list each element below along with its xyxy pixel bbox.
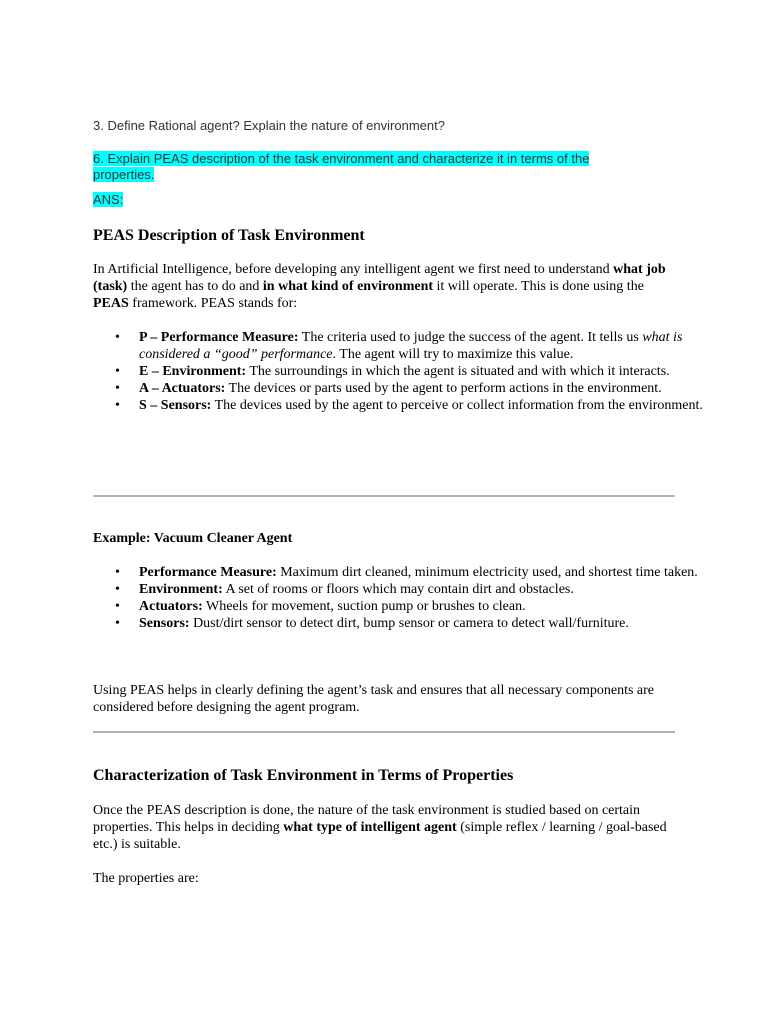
example-list xyxy=(93,564,724,632)
list-item: • P – Performance Measure: The criteria used to judge the success of the agent. It tells us what is considered a “good” performance. The agent will try to maximize this value. xyxy=(139,329,724,363)
example-summary: Using PEAS helps in clearly defining the agent’s task and ensures that all necessary components are considered before designing the agent program. xyxy=(93,683,655,715)
list-item: • Environment: A set of rooms or floors which may contain dirt and obstacles. xyxy=(139,581,724,598)
properties-intro-paragraph: Once the PEAS description is done, the nature of the task environment is studied based on certain properties. This helps in deciding what type of intelligent agent (simple reflex / learning / goal-based etc.) is suitable. xyxy=(93,803,667,852)
question-6 xyxy=(93,151,653,183)
answer-highlight: ANS: xyxy=(93,192,124,207)
example-heading: Example: Vacuum Cleaner Agent xyxy=(93,531,293,546)
section-heading-peas: PEAS Description of Task Environment xyxy=(93,227,365,244)
list-item: • Actuators: Wheels for movement, suction pump or brushes to clean. xyxy=(139,598,724,615)
divider xyxy=(93,731,675,733)
peas-list xyxy=(93,329,724,414)
divider xyxy=(93,495,675,497)
question-6-highlight: 6. Explain PEAS description of the task environment and characterize it in terms of the properties. xyxy=(93,151,590,182)
list-item: • Sensors: Dust/dirt sensor to detect dirt, bump sensor or camera to detect wall/furniture. xyxy=(139,615,724,632)
list-item: • A – Actuators: The devices or parts used by the agent to perform actions in the environment. xyxy=(139,380,724,397)
peas-intro-paragraph: In Artificial Intelligence, before developing any intelligent agent we first need to understand what job (task) the agent has to do and in what kind of environment it will operate. This is done using the PEAS framework. PEAS stands for: xyxy=(93,262,666,311)
question-3: 3. Define Rational agent? Explain the nature of environment? xyxy=(93,118,445,133)
list-item: • Performance Measure: Maximum dirt cleaned, minimum electricity used, and shortest time taken. xyxy=(139,564,724,581)
section-heading-properties: Characterization of Task Environment in Terms of Properties xyxy=(93,767,514,784)
list-item: • S – Sensors: The devices used by the agent to perceive or collect information from the environment. xyxy=(139,397,724,414)
properties-line: The properties are: xyxy=(93,871,199,886)
answer-label xyxy=(93,192,123,208)
list-item: • E – Environment: The surroundings in which the agent is situated and with which it interacts. xyxy=(139,363,724,380)
